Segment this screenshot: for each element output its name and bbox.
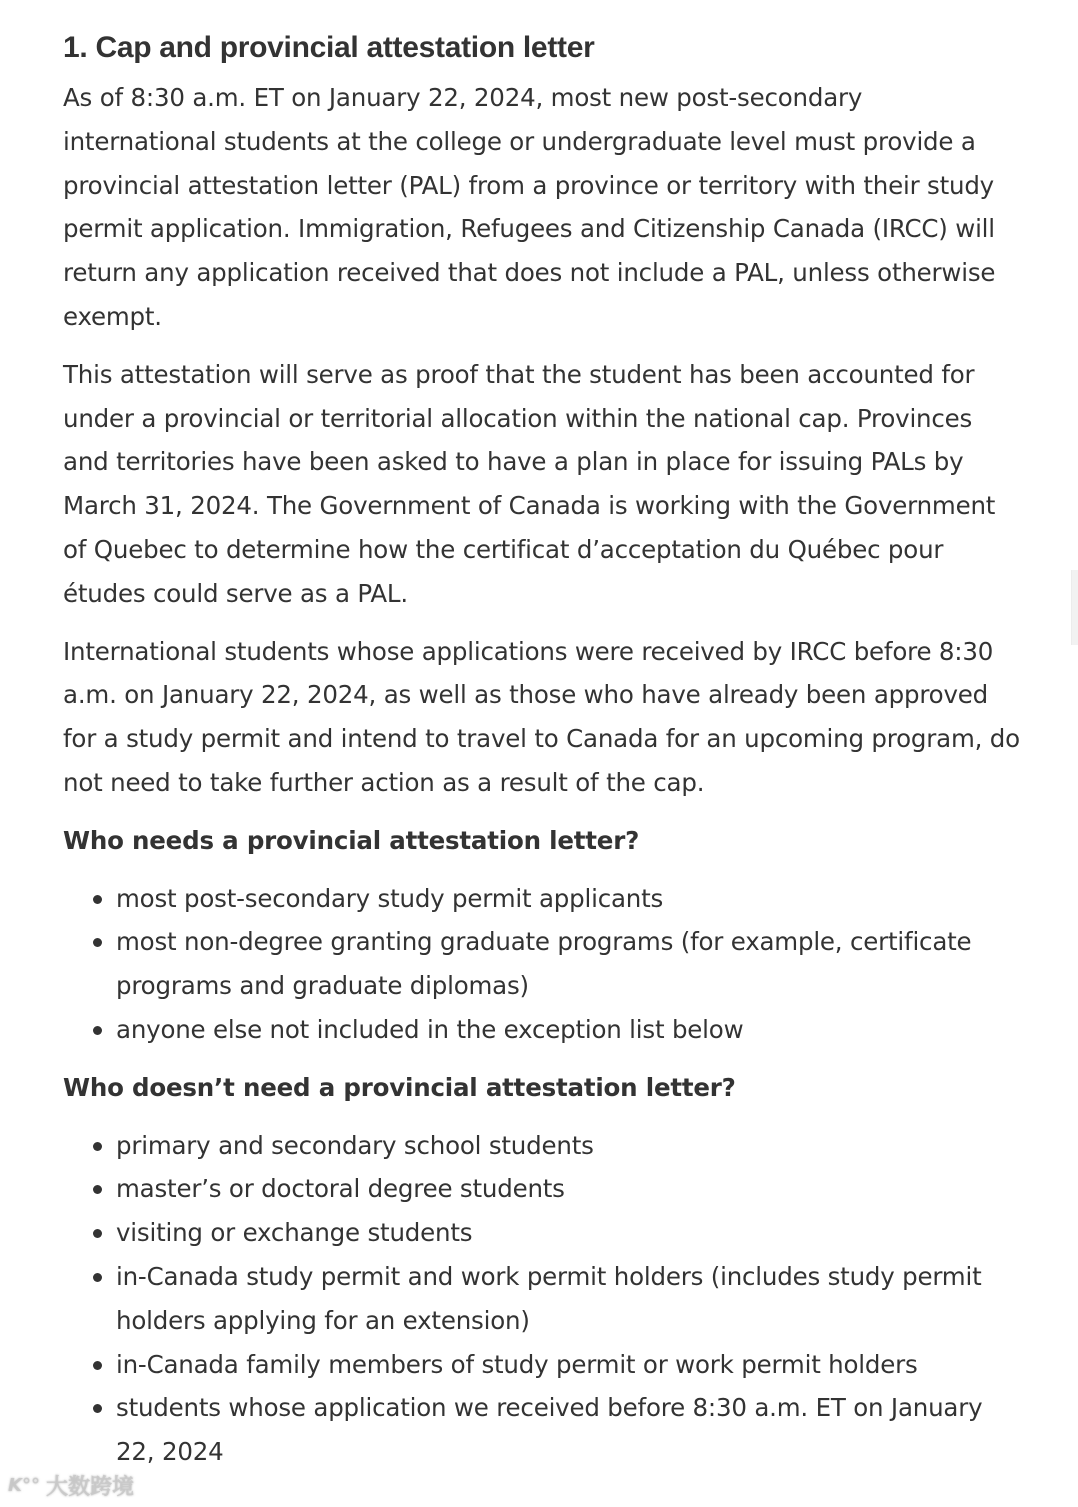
bullet-icon	[93, 895, 102, 904]
scrollbar[interactable]	[1071, 570, 1078, 645]
needs-pal-list	[63, 877, 1023, 1052]
exempt-pal-heading: Who doesn’t need a provincial attestation letter?	[63, 1072, 736, 1102]
list-item-text: in-Canada study permit and work permit holders (includes study permit holders applying for an extension)	[116, 1261, 982, 1335]
bullet-icon	[93, 1229, 102, 1238]
paragraph-intro: As of 8:30 a.m. ET on January 22, 2024, most new post-secondary international students at the college or undergraduate level must provide a provincial attestation letter (PAL) from a province or territory with their study permit application. Immigration, Refugees and Citizenship Canada (IRCC) will return any application received that does not include a PAL, unless otherwise exempt.	[63, 83, 996, 331]
bullet-icon	[93, 1185, 102, 1194]
article-section	[63, 26, 1023, 1488]
list-item	[63, 877, 1023, 921]
section-title: 1. Cap and provincial attestation letter	[63, 31, 595, 64]
bullet-icon	[93, 1361, 102, 1370]
list-item-text: most non-degree granting graduate programs (for example, certificate programs and graduate diplomas)	[116, 927, 972, 1001]
exempt-pal-list	[63, 1124, 1023, 1474]
bullet-icon	[93, 1273, 102, 1282]
watermark	[8, 1470, 134, 1501]
list-item	[63, 1008, 1023, 1052]
list-item	[63, 1124, 1023, 1168]
list-item	[63, 1211, 1023, 1255]
bullet-icon	[93, 938, 102, 947]
bullet-icon	[93, 1026, 102, 1035]
list-item-text: primary and secondary school students	[116, 1130, 594, 1160]
list-item	[63, 920, 1023, 1008]
watermark-text: 大数跨境	[45, 1475, 134, 1500]
bullet-icon	[93, 1404, 102, 1413]
needs-pal-heading: Who needs a provincial attestation letter?	[63, 825, 640, 855]
list-item	[63, 1386, 1023, 1474]
list-item-text: students whose application we received before 8:30 a.m. ET on January 22, 2024	[116, 1393, 983, 1467]
watermark-logo-icon: K°°	[8, 1475, 40, 1496]
list-item	[63, 1343, 1023, 1387]
list-item-text: in-Canada family members of study permit or work permit holders	[116, 1349, 918, 1379]
list-item-text: anyone else not included in the exception list below	[116, 1014, 744, 1044]
list-item-text: visiting or exchange students	[116, 1218, 473, 1248]
list-item-text: master’s or doctoral degree students	[116, 1174, 565, 1204]
list-item-text: most post-secondary study permit applicants	[116, 883, 664, 913]
list-item	[63, 1167, 1023, 1211]
paragraph-attestation-proof: This attestation will serve as proof that the student has been accounted for under a provincial or territorial allocation within the national cap. Provinces and territories have been asked to have a plan in place for issuing PALs by March 31, 2024. The Government of Canada is working with the Government of Quebec to determine how the certificat d’acceptation du Québec pour études could serve as a PAL.	[63, 359, 996, 608]
list-item	[63, 1255, 1023, 1343]
paragraph-already-received: International students whose applications were received by IRCC before 8:30 a.m. on January 22, 2024, as well as those who have already been approved for a study permit and intend to travel to Canada for an upcoming program, do not need to take further action as a result of the cap.	[63, 636, 1020, 797]
bullet-icon	[93, 1142, 102, 1151]
